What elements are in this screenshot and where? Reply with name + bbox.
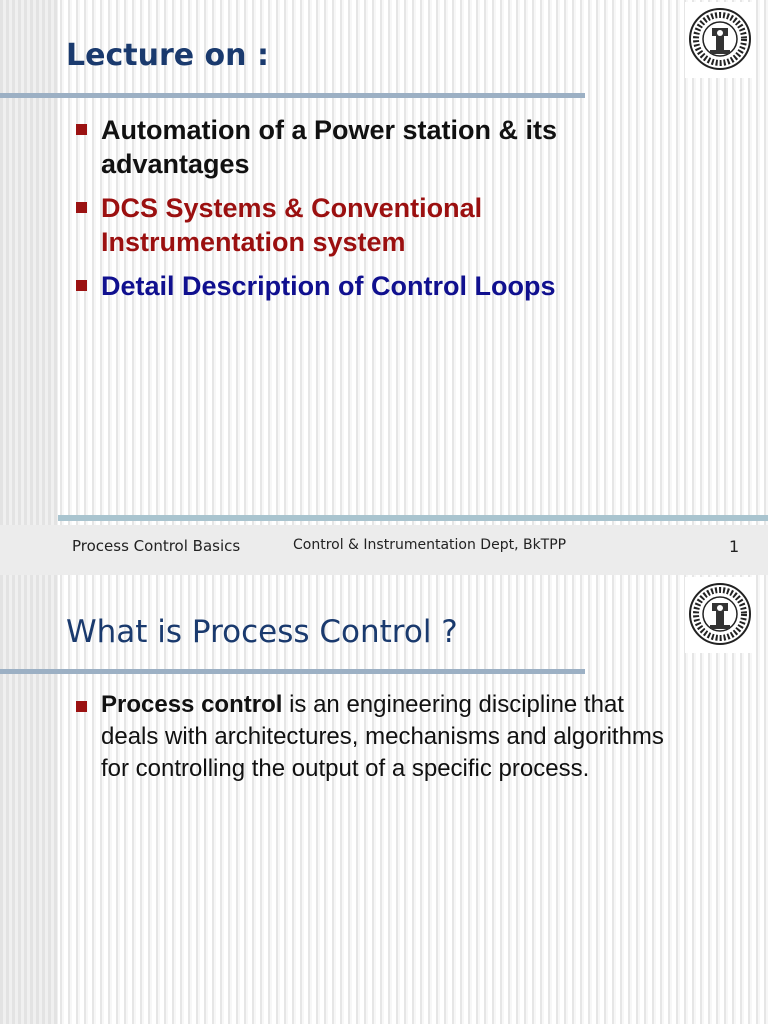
title-rule [0, 669, 585, 674]
list-item: Automation of a Power station & its advantages [76, 113, 636, 181]
emblem-seal-icon [688, 581, 752, 647]
bullet-square-icon [76, 202, 87, 213]
emblem-seal-icon [688, 6, 752, 72]
title-rule [0, 93, 585, 98]
bullet-list [76, 113, 636, 313]
list-item: Detail Description of Control Loops [76, 269, 636, 303]
bullet-square-icon [76, 124, 87, 135]
definition-term: Process control [101, 691, 283, 718]
slide-2-title: What is Process Control ? [66, 614, 458, 650]
page-number: 1 [729, 537, 740, 556]
footer-department: Control & Instrumentation Dept, BkTPP [293, 537, 567, 553]
logo [685, 2, 755, 78]
footer-rule [58, 515, 768, 521]
slide-left-band [0, 0, 58, 525]
bullet-square-icon [76, 280, 87, 291]
definition-text: is an engineering discipline that deals with architectures, mechanisms and algorithms for controlling the output of a specific process. [101, 691, 664, 782]
slide-1-title: Lecture on : [66, 38, 269, 73]
slide-left-band [0, 575, 58, 1024]
list-item: DCS Systems & Conventional Instrumentation system [76, 191, 636, 259]
footer-title: Process Control Basics [72, 537, 241, 555]
bullet-square-icon [76, 701, 87, 712]
definition-paragraph [76, 689, 681, 785]
logo [685, 577, 755, 653]
